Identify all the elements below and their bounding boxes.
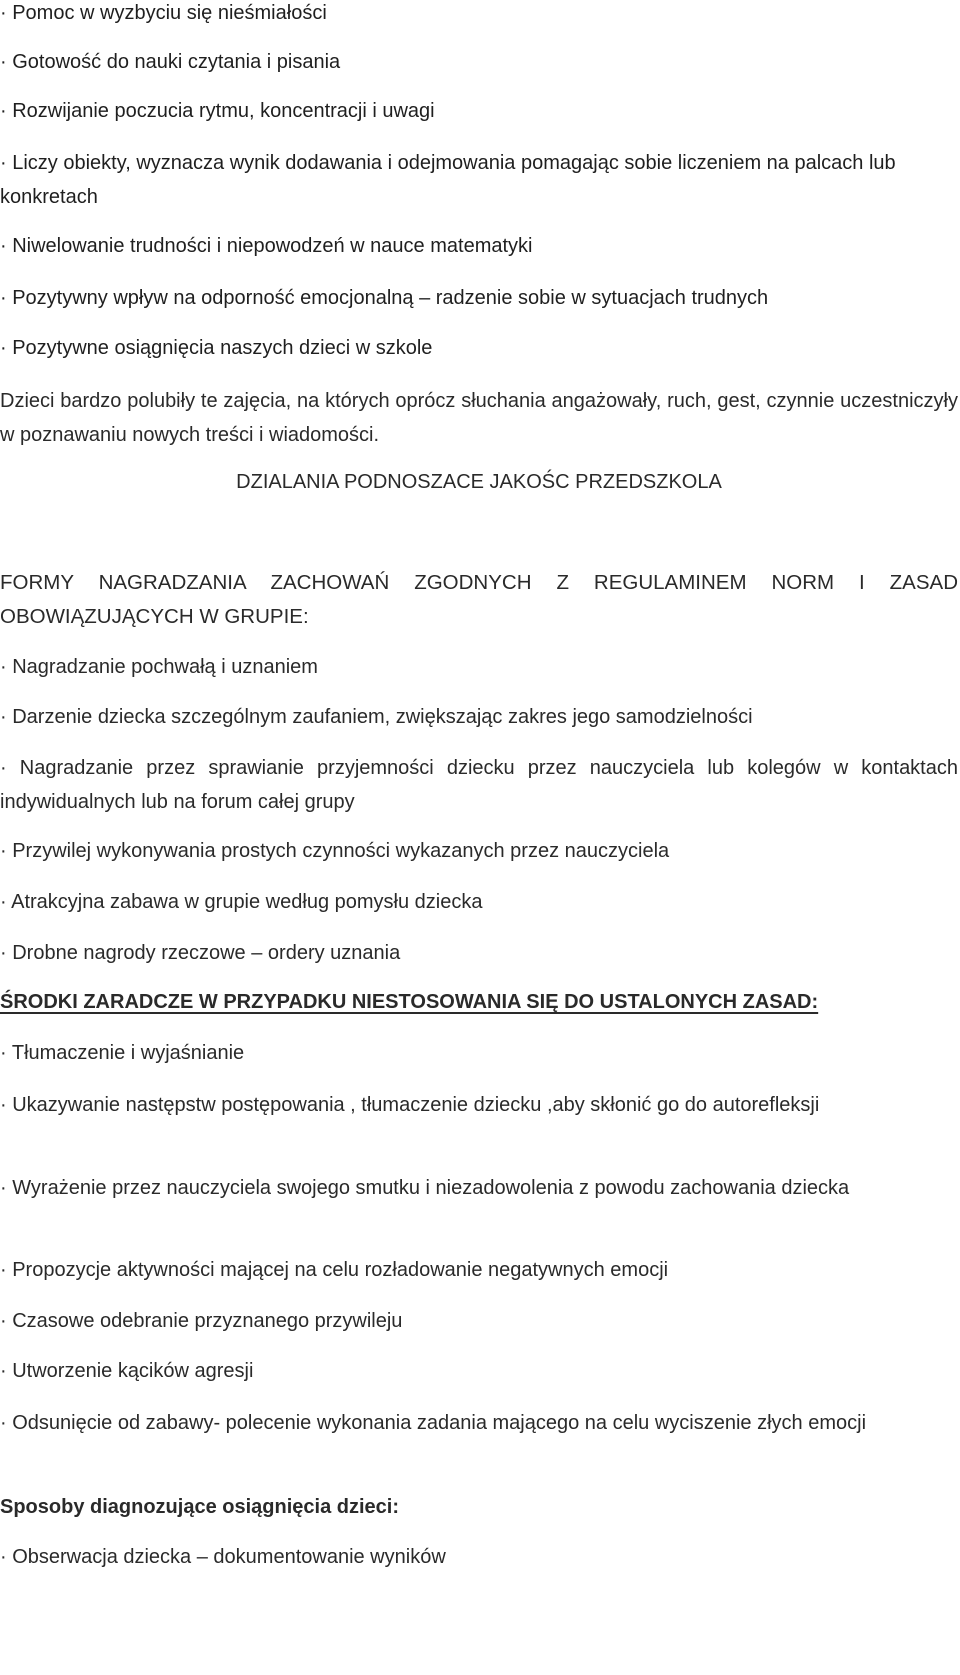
list-item: · Pozytywny wpływ na odporność emocjonalną – radzenie sobie w sytuacjach trudnych — [0, 287, 769, 309]
list-item: · Propozycje aktywności mającej na celu rozładowanie negatywnych emocji — [0, 1259, 669, 1281]
list-item: · Pozytywne osiągnięcia naszych dzieci w szkole — [0, 337, 433, 359]
summary-paragraph: Dzieci bardzo polubiły te zajęcia, na których oprócz słuchania angażowały, ruch, gest, czynnie uczestniczyły w poznawaniu nowych treści i wiadomości. — [0, 390, 958, 446]
list-item: · Utworzenie kącików agresji — [0, 1360, 254, 1382]
list-item: · Ukazywanie następstw postępowania , tłumaczenie dziecku ,aby skłonić go do autorefleksji — [0, 1094, 820, 1116]
diagnostics-heading: Sposoby diagnozujące osiągnięcia dzieci: — [0, 1496, 399, 1518]
rewards-heading: FORMY NAGRADZANIA ZACHOWAŃ ZGODNYCH Z REGULAMINEM NORM I ZASAD OBOWIĄZUJĄCYCH W GRUPIE: — [0, 571, 958, 628]
list-item: · Odsunięcie od zabawy- polecenie wykonania zadania mającego na celu wyciszenie złych emocji — [0, 1412, 867, 1434]
list-item: · Darzenie dziecka szczególnym zaufaniem, zwiększając zakres jego samodzielności — [0, 706, 753, 728]
list-item: · Drobne nagrody rzeczowe – ordery uznania — [0, 942, 401, 964]
list-item: · Wyrażenie przez nauczyciela swojego smutku i niezadowolenia z powodu zachowania dziecka — [0, 1177, 850, 1199]
remedies-heading: ŚRODKI ZARADCZE W PRZYPADKU NIESTOSOWANIA SIĘ DO USTALONYCH ZASAD: — [0, 991, 819, 1013]
list-item: · Nagradzanie przez sprawianie przyjemności dziecku przez nauczyciela lub kolegów w kontaktach indywidualnych lub na forum całej grupy — [0, 757, 958, 813]
list-item: · Nagradzanie pochwałą i uznaniem — [0, 656, 318, 678]
list-item: · Przywilej wykonywania prostych czynności wykazanych przez nauczyciela — [0, 840, 670, 862]
list-item: · Czasowe odebranie przyznanego przywileju — [0, 1310, 403, 1332]
list-item: · Obserwacja dziecka – dokumentowanie wyników — [0, 1546, 446, 1568]
list-item: · Pomoc w wyzbyciu się nieśmiałości — [0, 2, 327, 24]
list-item: · Niwelowanie trudności i niepowodzeń w nauce matematyki — [0, 235, 533, 257]
list-item: · Tłumaczenie i wyjaśnianie — [0, 1042, 245, 1064]
list-item: · Rozwijanie poczucia rytmu, koncentracji i uwagi — [0, 100, 435, 122]
list-item: · Gotowość do nauki czytania i pisania — [0, 51, 341, 73]
list-item: · Liczy obiekty, wyznacza wynik dodawania i odejmowania pomagając sobie liczeniem na palcach lub konkretach — [0, 152, 896, 208]
quality-heading: DZIALANIA PODNOSZACE JAKOŚC PRZEDSZKOLA — [236, 471, 722, 493]
list-item: · Atrakcyjna zabawa w grupie według pomysłu dziecka — [0, 891, 483, 913]
